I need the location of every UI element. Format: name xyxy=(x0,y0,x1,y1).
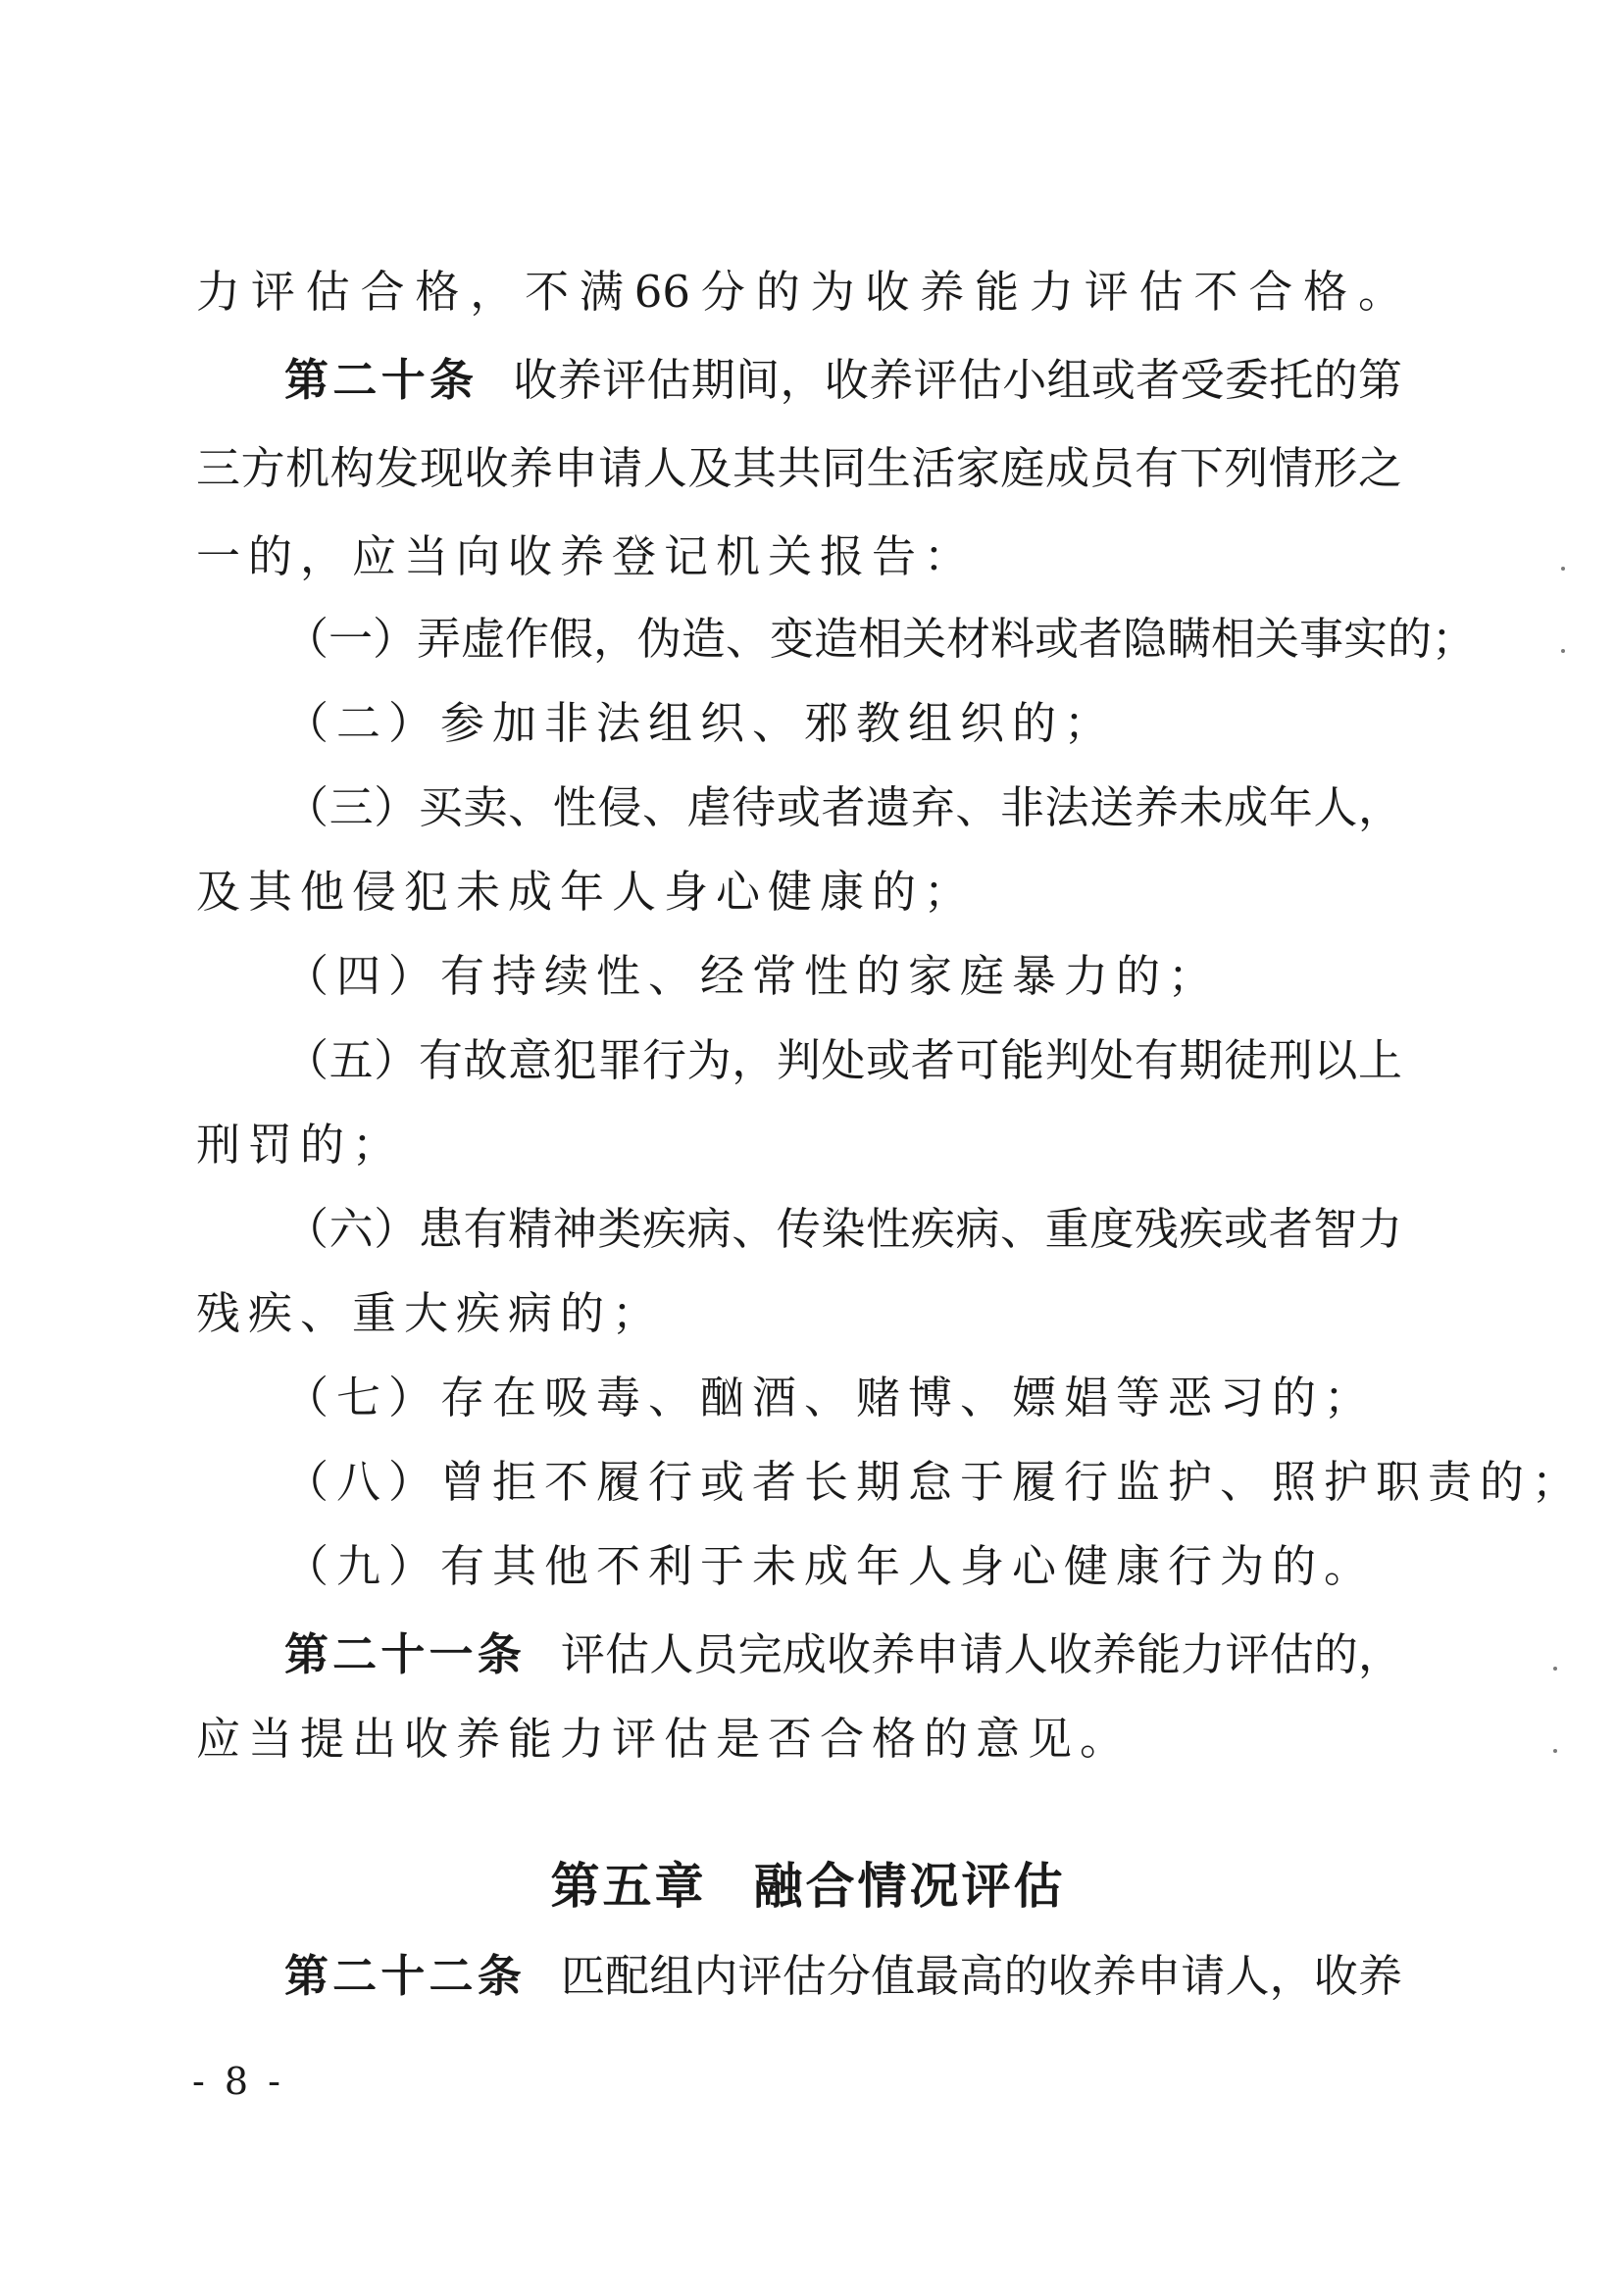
text-line: 三方机构发现收养申请人及其共同生活家庭成员有下列情形之 xyxy=(196,442,1402,494)
list-item-continuation: 刑罚的； xyxy=(196,1119,405,1171)
scan-speck xyxy=(1561,567,1565,571)
scan-speck xyxy=(1553,1749,1557,1753)
article-heading: 第二十二条 xyxy=(284,1950,526,2002)
article-text: 收养评估期间，收养评估小组或者受委托的第 xyxy=(513,354,1402,406)
article-20-first-line xyxy=(284,351,1402,410)
article-text: 匹配组内评估分值最高的收养申请人，收养 xyxy=(560,1950,1402,2002)
text-line: 一的，应当向收养登记机关报告： xyxy=(196,530,977,582)
text-line: 力评估合格，不满66分的为收养能力评估不合格。 xyxy=(196,266,1402,318)
chapter-number: 第五章 xyxy=(550,1857,707,1915)
article-22-first-line xyxy=(284,1947,1402,2006)
chapter-heading xyxy=(0,1855,1616,1918)
article-text: 评估人员完成收养申请人收养能力评估的， xyxy=(560,1628,1402,1680)
article-21-first-line xyxy=(284,1625,1402,1684)
chapter-title: 融合情况评估 xyxy=(753,1857,1066,1915)
scan-speck xyxy=(1553,1667,1557,1671)
article-heading: 第二十条 xyxy=(284,354,479,406)
page-number: - 8 - xyxy=(192,2060,285,2103)
scan-speck xyxy=(1561,649,1565,653)
article-heading: 第二十一条 xyxy=(284,1628,526,1680)
list-item-continuation: 及其他侵犯未成年人身心健康的； xyxy=(196,866,977,918)
list-item: （八）曾拒不履行或者长期怠于履行监护、照护职责的； xyxy=(284,1456,1585,1508)
list-item: （五）有故意犯罪行为，判处或者可能判处有期徒刑以上 xyxy=(284,1034,1402,1086)
list-item: （一）弄虚作假，伪造、变造相关材料或者隐瞒相关事实的； xyxy=(284,613,1477,665)
list-item: （六）患有精神类疾病、传染性疾病、重度残疾或者智力 xyxy=(284,1203,1402,1255)
list-item: （九）有其他不利于未成年人身心健康行为的。 xyxy=(284,1540,1377,1592)
text-line: 应当提出收养能力评估是否合格的意见。 xyxy=(196,1713,1133,1765)
list-item: （七）存在吸毒、酗酒、赌博、嫖娼等恶习的； xyxy=(284,1372,1377,1423)
list-item: （二）参加非法组织、邪教组织的； xyxy=(284,697,1117,749)
list-item: （四）有持续性、经常性的家庭暴力的； xyxy=(284,950,1221,1002)
list-item-continuation: 残疾、重大疾病的； xyxy=(196,1287,665,1339)
list-item: （三）买卖、性侵、虐待或者遗弃、非法送养未成年人， xyxy=(284,781,1402,833)
